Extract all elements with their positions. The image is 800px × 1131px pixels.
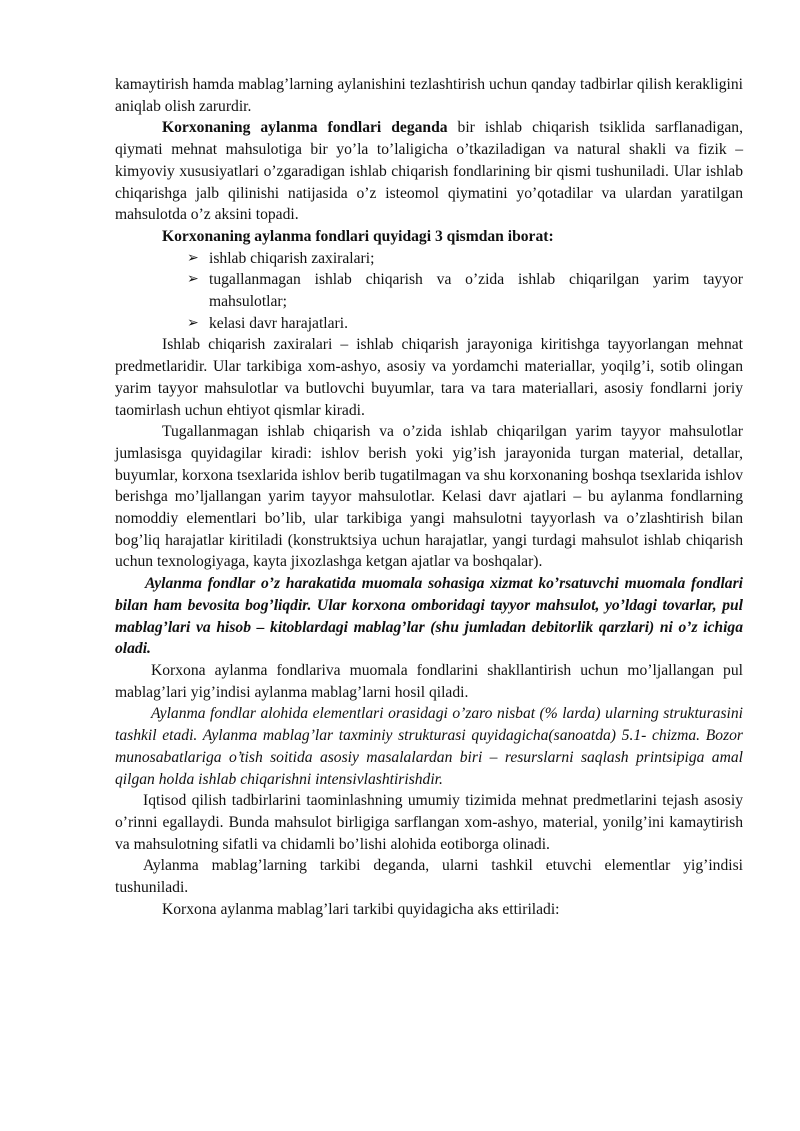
paragraph-structure: Aylanma fondlar alohida elementlari orasidagi o’zaro nisbat (% larda) ularning strukturasini tashkil etadi. Aylanma mablag’lar taxminiy strukturasi quyidagicha(sanoatda) 5.1- chizma. Bozor munosabatlariga o’tish soitida asosiy masalalardan biri – resurslarni saqlash printsipiga amal qilgan holda ishlab chiqarishni intensivlashtirishdir.	[115, 705, 743, 788]
paragraph-composition-definition: Aylanma mablag’larning tarkibi deganda, ularni tashkil etuvchi elementlar yig’indisi tushuniladi.	[115, 857, 743, 897]
section-heading: Korxonaning aylanma fondlari quyidagi 3 qismdan iborat:	[162, 227, 554, 245]
document-page	[115, 74, 743, 920]
paragraph-working-capital: Korxona aylanma fondlariva muomala fondlarini shakllantirish uchun mo’ljallangan pul mablag’lari yig’indisi aylanma mablag’larni hosil qiladi.	[115, 661, 743, 701]
definition-text: bir ishlab chiqarish tsiklida sarflanadigan, qiymati mehnat mahsulotiga bir yo’la to’laligicha o’tkaziladigan va natural shakli va fizik – kimyoviy xususiyatlari o’zgaradigan ishlab chiqarish fondlarining bir qismi tushuniladi. Ular ishlab chiqarishga jalb qilinishi natijasida o’z isteomol qiymatini yo’qotadilar va ulardan yaratilgan mahsulotda o’z aksini topadi.	[115, 119, 743, 224]
components-list	[115, 248, 743, 335]
list-item	[115, 248, 743, 270]
paragraph-unfinished-production: Tugallanmagan ishlab chiqarish va o’zida ishlab chiqarilgan yarim tayyor mahsulotlar jumlasisga quyidagilar kiradi: ishlov berish yoki yig’ish jarayonida turgan material, detallar, buyumlar, korxona tsexlarida ishlov berib tugatilmagan va shu korxonaning boshqa tsexlarida ishlov berishga mo’ljallangan yarim tayyor mahsulotlar. Kelasi davr ajatlari – bu aylanma fondlarning nomoddiy elementlari bo’lib, ular tarkibiga yangi mahsulotni tayyorlash va o’zlashtirish bilan bog’liq harajatlar kiritiladi (konstruktsiya uchun harajatlar, yangi turdagi mahsulot ishlab chiqarish uchun texnologiyaga, kayta jixozlashga ketgan ajatlar va boshqalar).	[115, 423, 743, 571]
arrow-right-icon: ➢	[187, 250, 199, 266]
paragraph-composition-intro: Korxona aylanma mablag’lari tarkibi quyidagicha aks ettiriladi:	[162, 900, 560, 918]
list-item-text: kelasi davr harajatlari.	[209, 314, 348, 332]
list-item	[115, 313, 743, 335]
paragraph-economy-measures: Iqtisod qilish tadbirlarini taominlashning umumiy tizimida mehnat predmetlarini tejash asosiy o’rinni egallaydi. Bunda mahsulot birligiga sarflangan xom-ashyo, material, yonilg’ini kamaytirish va mahsulotning sifatli va chidamli bo’lishi alohida eotiborga olinadi.	[115, 792, 743, 853]
list-item	[115, 269, 743, 312]
paragraph-production-reserves: Ishlab chiqarish zaxiralari – ishlab chiqarish jarayoniga kiritishga tayyorlangan mehnat predmetlaridir. Ular tarkibiga xom-ashyo, asosiy va yordamchi materiallar, yoqilg’i, sotib olingan yarim tayyor mahsulotlar va butlovchi buyumlar, tara va tara materiallari, asosiy fondlarni joriy taomirlash uchun ehtiyot qismlar kiradi.	[115, 336, 743, 419]
list-item-text: ishlab chiqarish zaxiralari;	[209, 249, 375, 267]
definition-term: Korxonaning aylanma fondlari deganda	[162, 119, 448, 137]
paragraph-definition	[115, 117, 743, 226]
paragraph-circulation-funds: Aylanma fondlar o’z harakatida muomala sohasiga xizmat ko’rsatuvchi muomala fondlari bilan ham bevosita bog’liqdir. Ular korxona omboridagi tayyor mahsulot, yo’ldagi tovarlar, pul mablag’lari va hisob – kitoblardagi mablag’lar (shu jumladan debitorlik qarzlari) ni o’z ichiga oladi.	[115, 575, 743, 658]
arrow-right-icon: ➢	[187, 272, 199, 288]
arrow-right-icon: ➢	[187, 315, 199, 331]
list-item-text: tugallanmagan ishlab chiqarish va o’zida ishlab chiqarilgan yarim tayyor mahsulotlar;	[209, 271, 743, 311]
paragraph-intro-continuation: kamaytirish hamda mablag’larning aylanishini tezlashtirish uchun qanday tadbirlar qilish kerakligini aniqlab olish zarurdir.	[115, 76, 743, 115]
